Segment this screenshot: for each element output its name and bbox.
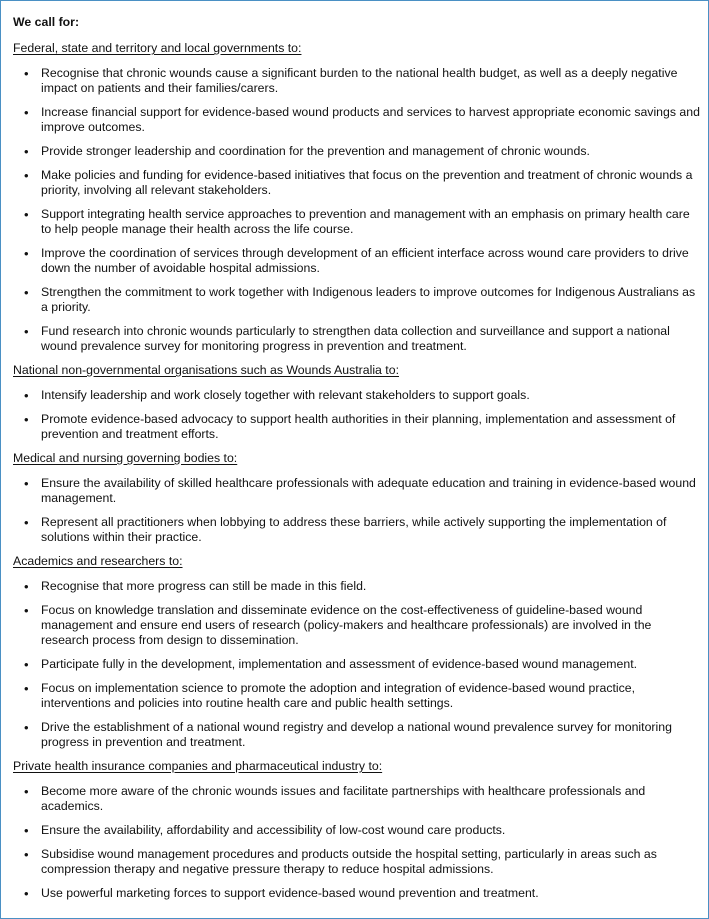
list-item — [13, 681, 700, 711]
section-heading: National non-governmental organisations such as Wounds Australia to: — [13, 363, 399, 377]
list-item — [13, 207, 700, 237]
list-item — [13, 105, 700, 135]
list-item-text: Strengthen the commitment to work together with Indigenous leaders to improve outcomes for Indigenous Australians as a priority. — [41, 285, 696, 314]
section-heading: Federal, state and territory and local governments to: — [13, 41, 302, 55]
list-item — [13, 579, 700, 594]
list-item — [13, 886, 700, 901]
list-item-text: Promote evidence-based advocacy to support health authorities in their planning, implementation and assessment of prevention and treatment efforts. — [41, 412, 676, 441]
list-item-text: Become more aware of the chronic wounds issues and facilitate partnerships with healthcare professionals and academics. — [41, 784, 646, 813]
list-item — [13, 246, 700, 276]
list-item-text: Provide stronger leadership and coordination for the prevention and management of chronic wounds. — [41, 144, 590, 158]
bullet-icon: • — [24, 285, 29, 300]
list-item-text: Represent all practitioners when lobbying to address these barriers, while actively supporting the implementation of solutions within their practice. — [41, 515, 667, 544]
list-item — [13, 412, 700, 442]
section-heading: Medical and nursing governing bodies to: — [13, 451, 238, 465]
list-item — [13, 66, 700, 96]
list-item — [13, 168, 700, 198]
list-item-text: Support integrating health service approaches to prevention and management with an emphasis on primary health care to help people manage their health across the life course. — [41, 207, 690, 236]
bullet-icon: • — [24, 823, 29, 838]
list-item-text: Drive the establishment of a national wound registry and develop a national wound prevalence survey for monitoring progress in prevention and treatment. — [41, 720, 672, 749]
bullet-icon: • — [24, 681, 29, 696]
list-item-text: Improve the coordination of services through development of an efficient interface across wound care providers to drive down the number of avoidable hospital admissions. — [41, 246, 689, 275]
list-item-text: Make policies and funding for evidence-based initiatives that focus on the prevention and treatment of chronic wounds a priority, involving all relevant stakeholders. — [41, 168, 693, 197]
list-item-text: Increase financial support for evidence-based wound products and services to harvest appropriate economic savings and improve outcomes. — [41, 105, 700, 134]
list-item-text: Fund research into chronic wounds particularly to strengthen data collection and surveillance and support a national wound prevalence survey for monitoring progress in prevention and treatment. — [41, 324, 670, 353]
bullet-icon: • — [24, 168, 29, 183]
list-item — [13, 784, 700, 814]
bullet-list — [13, 476, 700, 545]
bullet-icon: • — [24, 412, 29, 427]
bullet-icon: • — [24, 66, 29, 81]
list-item — [13, 720, 700, 750]
list-item — [13, 388, 700, 403]
section-heading: Private health insurance companies and pharmaceutical industry to: — [13, 759, 383, 773]
bullet-icon: • — [24, 324, 29, 339]
list-item-text: Ensure the availability, affordability and accessibility of low-cost wound care products. — [41, 823, 506, 837]
list-item — [13, 657, 700, 672]
bullet-icon: • — [24, 388, 29, 403]
bullet-icon: • — [24, 720, 29, 735]
list-item-text: Focus on implementation science to promote the adoption and integration of evidence-based wound practice, interventions and policies into routine health care and public health settings. — [41, 681, 636, 710]
bullet-icon: • — [24, 886, 29, 901]
list-item-text: Ensure the availability of skilled healthcare professionals with adequate education and training in evidence-based wound management. — [41, 476, 696, 505]
bullet-icon: • — [24, 603, 29, 618]
list-item — [13, 603, 700, 648]
bullet-icon: • — [24, 847, 29, 862]
list-item-text: Recognise that more progress can still be made in this field. — [41, 579, 367, 593]
bullet-list — [13, 388, 700, 442]
bullet-icon: • — [24, 144, 29, 159]
list-item — [13, 515, 700, 545]
section-heading: Academics and researchers to: — [13, 554, 183, 568]
list-item-text: Participate fully in the development, implementation and assessment of evidence-based wound management. — [41, 657, 638, 671]
call-for-content — [13, 15, 700, 910]
list-item — [13, 476, 700, 506]
list-item — [13, 324, 700, 354]
list-item — [13, 285, 700, 315]
bullet-icon: • — [24, 784, 29, 799]
bullet-icon: • — [24, 476, 29, 491]
list-item-text: Intensify leadership and work closely together with relevant stakeholders to support goals. — [41, 388, 530, 402]
list-item — [13, 144, 700, 159]
call-for-heading: We call for: — [13, 15, 80, 29]
bullet-icon: • — [24, 246, 29, 261]
bullet-list — [13, 784, 700, 901]
bullet-icon: • — [24, 515, 29, 530]
list-item-text: Focus on knowledge translation and disseminate evidence on the cost-effectiveness of guideline-based wound management and ensure end users of research (policy-makers and healthcare professionals) are involved in the research process from design to dissemination. — [41, 603, 652, 647]
bullet-list — [13, 579, 700, 750]
bullet-icon: • — [24, 657, 29, 672]
list-item — [13, 847, 700, 877]
list-item-text: Recognise that chronic wounds cause a significant burden to the national health budget, as well as a deeply negative impact on patients and their families/carers. — [41, 66, 678, 95]
bullet-icon: • — [24, 579, 29, 594]
bullet-list — [13, 66, 700, 354]
list-item-text: Use powerful marketing forces to support evidence-based wound prevention and treatment. — [41, 886, 539, 900]
list-item-text: Subsidise wound management procedures and products outside the hospital setting, particularly in areas such as compression therapy and negative pressure therapy to reduce hospital admissions. — [41, 847, 657, 876]
list-item — [13, 823, 700, 838]
bullet-icon: • — [24, 207, 29, 222]
bullet-icon: • — [24, 105, 29, 120]
